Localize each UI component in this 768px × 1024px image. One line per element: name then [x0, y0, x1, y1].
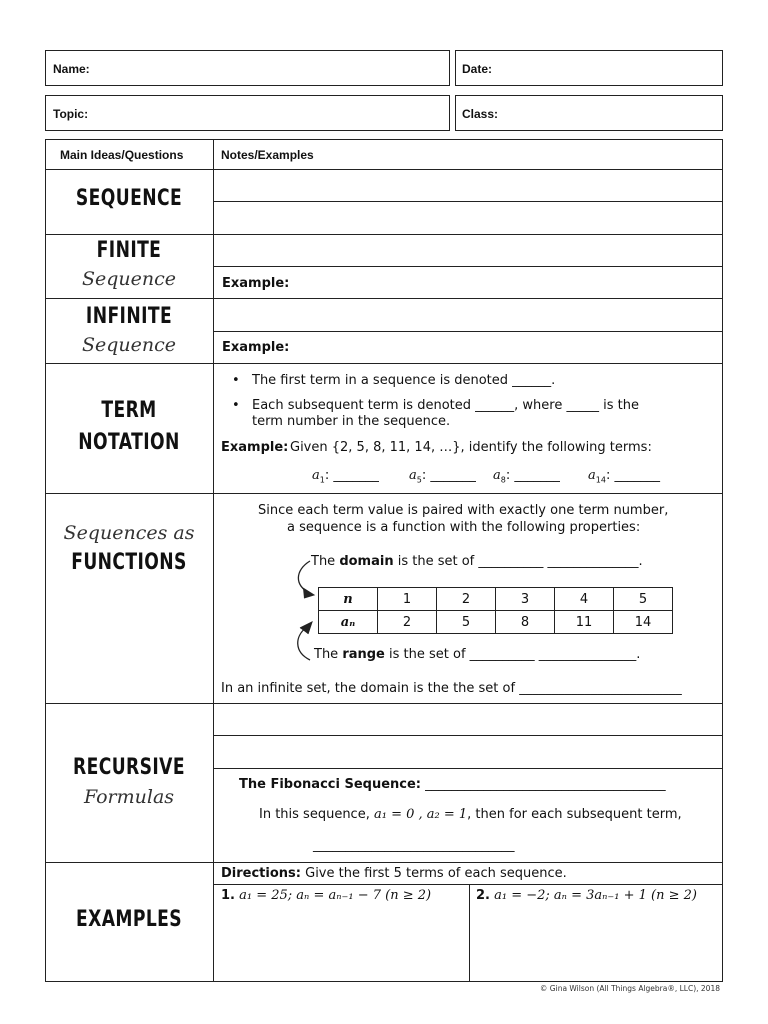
- sequence-table: [318, 587, 673, 634]
- fibonacci-label-row: The Fibonacci Sequence: _____________________________________: [239, 777, 666, 792]
- term-bullet-subsequent-cont: term number in the sequence.: [252, 414, 451, 429]
- recursive-note-line: [213, 768, 723, 769]
- table-cell: 5: [614, 588, 673, 611]
- finite-subtitle: Sequence: [81, 268, 177, 290]
- table-cell: 4: [555, 588, 614, 611]
- copyright: © Gina Wilson (All Things Algebra®, LLC), 2018: [539, 984, 720, 993]
- table-head-n: n: [319, 588, 378, 611]
- examples-column-divider: [469, 884, 470, 982]
- term-a5: $a_5$: _______: [409, 468, 476, 485]
- table-cell: 2: [378, 611, 437, 634]
- recursive-subtitle: Formulas: [83, 786, 175, 808]
- functions-subtitle: Sequences as: [63, 522, 195, 544]
- fibonacci-description: In this sequence, a₁ = 0 , a₂ = 1, then for each subsequent term,: [259, 807, 682, 822]
- term-example-text: Given {2, 5, 8, 11, 14, …}, identify the following terms:: [290, 440, 652, 455]
- fibonacci-answer-blank: _______________________________: [313, 838, 515, 853]
- section-divider: [45, 862, 723, 863]
- sequence-note-line: [213, 201, 723, 202]
- table-head-an: aₙ: [319, 611, 378, 634]
- column-header-left: Main Ideas/Questions: [60, 148, 184, 162]
- term-a14: $a_{14}$: _______: [588, 468, 660, 485]
- example-2: 2. a₁ = −2; aₙ = 3aₙ₋₁ + 1 (n ≥ 2): [476, 888, 697, 903]
- table-cell: 5: [437, 611, 496, 634]
- domain-statement: The domain is the set of __________ ______________.: [311, 554, 643, 569]
- table-row: [319, 588, 673, 611]
- column-header-right: Notes/Examples: [221, 148, 314, 162]
- term-title: TERM: [101, 398, 157, 423]
- table-cell: 14: [614, 611, 673, 634]
- table-row: [319, 611, 673, 634]
- topic-label: Topic:: [53, 107, 89, 121]
- functions-intro-1: Since each term value is paired with exactly one term number,: [258, 503, 669, 518]
- examples-title: EXAMPLES: [75, 907, 183, 932]
- class-label: Class:: [462, 107, 499, 121]
- name-field[interactable]: [45, 50, 450, 86]
- section-divider: [45, 703, 723, 704]
- infinite-example-label: Example:: [222, 340, 290, 355]
- name-label: Name:: [53, 62, 90, 76]
- term-a1: $a_1$: _______: [312, 468, 379, 485]
- sequence-title: SEQUENCE: [75, 186, 183, 211]
- date-label: Date:: [462, 62, 493, 76]
- infinite-note-line: [213, 331, 723, 332]
- section-divider: [45, 234, 723, 235]
- notation-title: NOTATION: [78, 430, 180, 455]
- table-cell: 1: [378, 588, 437, 611]
- header-divider: [45, 169, 723, 170]
- infinite-domain-statement: In an infinite set, the domain is the the set of _________________________: [221, 681, 682, 696]
- table-cell: 8: [496, 611, 555, 634]
- class-field[interactable]: [455, 95, 723, 131]
- topic-field[interactable]: [45, 95, 450, 131]
- functions-title: FUNCTIONS: [71, 550, 187, 575]
- table-cell: 11: [555, 611, 614, 634]
- functions-intro-2: a sequence is a function with the following properties:: [287, 520, 641, 535]
- range-statement: The range is the set of __________ _______________.: [314, 647, 641, 662]
- term-bullet-first: • The first term in a sequence is denoted ______.: [252, 373, 555, 388]
- finite-note-line: [213, 266, 723, 267]
- finite-example-label: Example:: [222, 276, 290, 291]
- table-cell: 2: [437, 588, 496, 611]
- infinite-title: INFINITE: [85, 304, 173, 329]
- date-field[interactable]: [455, 50, 723, 86]
- recursive-note-line: [213, 735, 723, 736]
- term-example-label: Example:: [221, 440, 289, 455]
- term-a8: $a_8$: _______: [493, 468, 560, 485]
- finite-title: FINITE: [96, 238, 162, 263]
- examples-directions: Directions: Give the first 5 terms of each sequence.: [221, 866, 567, 881]
- recursive-title: RECURSIVE: [73, 755, 185, 780]
- section-divider: [45, 298, 723, 299]
- section-divider: [45, 493, 723, 494]
- infinite-subtitle: Sequence: [81, 334, 177, 356]
- section-divider: [45, 363, 723, 364]
- example-1: 1. a₁ = 25; aₙ = aₙ₋₁ − 7 (n ≥ 2): [221, 888, 432, 903]
- table-cell: 3: [496, 588, 555, 611]
- examples-divider: [213, 884, 723, 885]
- term-bullet-subsequent: • Each subsequent term is denoted ______, where _____ is the: [252, 398, 639, 413]
